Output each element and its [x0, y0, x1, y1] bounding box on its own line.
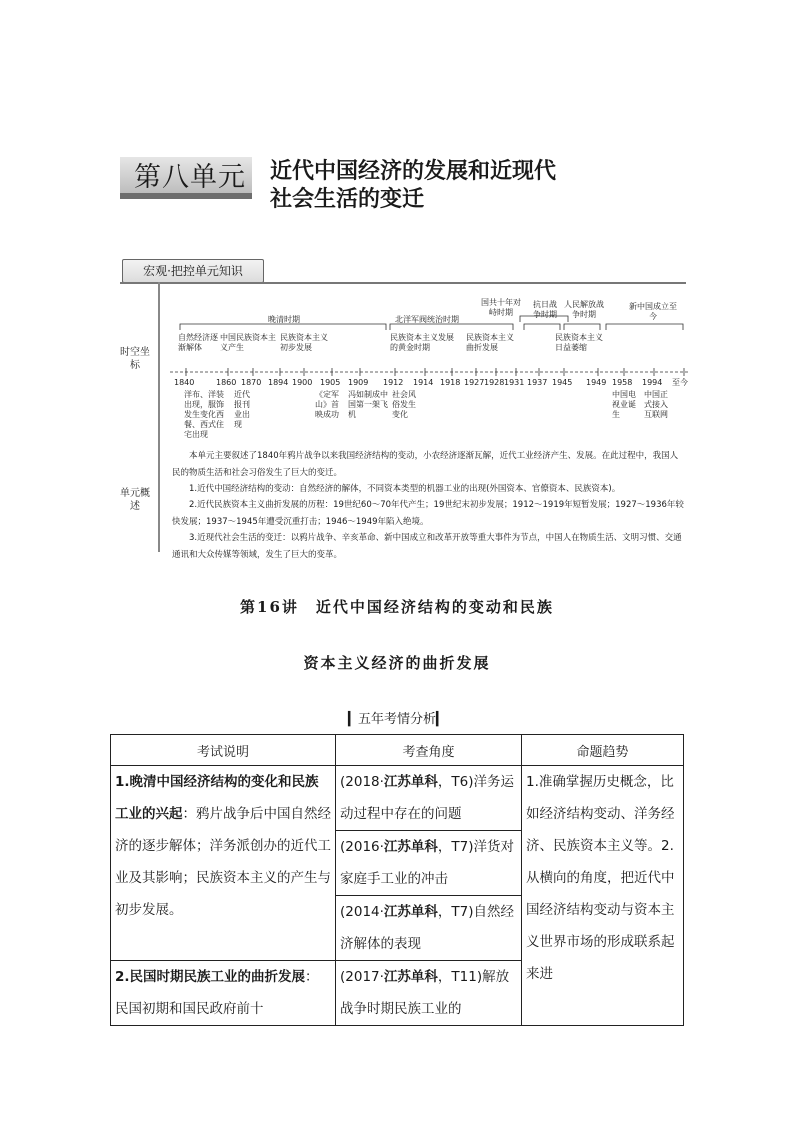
event-lower-1: 洋布、洋装出现，服饰发生变化西餐、西式住宅出现 — [184, 390, 224, 439]
period-brace-kangri — [524, 324, 560, 330]
event-upper-5: 民族资本主义曲折发展 — [466, 333, 514, 352]
period-label-shinian: 国共十年对峙时期 — [481, 298, 521, 317]
event-upper-1: 自然经济逐渐解体 — [178, 333, 218, 352]
analysis-heading — [0, 708, 794, 727]
exam-desc-cell-1 — [111, 766, 336, 961]
exam-desc-2: 2.民国时期民族工业的曲折发展：民国初期和国民政府前十 — [115, 969, 319, 1017]
summary-intro: 本单元主要叙述了1840年鸦片战争以来我国经济结构的变动，小农经济逐渐瓦解，近代工业经济产生、发展。在此过程中，我国人民的物质生活和社会习俗发生了巨大的变迁。 — [172, 451, 679, 478]
year-label: 1905 — [320, 378, 341, 387]
unit-title-line2: 社会生活的变迁 — [270, 186, 425, 212]
unit-title-line1: 近代中国经济的发展和近现代 — [270, 158, 557, 184]
year-label: 1945 — [552, 378, 573, 387]
period-brace-xinzhongguo — [606, 324, 683, 330]
year-label: 1894 — [268, 378, 289, 387]
macro-side-rule — [158, 282, 160, 552]
year-label: 1928 — [484, 378, 505, 387]
year-label: 1918 — [440, 378, 461, 387]
year-label: 1914 — [413, 378, 434, 387]
summary-point-1: 1.近代中国经济结构的变动：自然经济的解体，不同资本类型的机器工业的出现(外国资本、官僚资本、民族资本)。 — [189, 484, 621, 494]
header-trend: 命题趋势 — [522, 735, 684, 766]
timeline-label: 时空坐标 — [120, 347, 150, 371]
analysis-heading-text: 五年考情分析 — [357, 712, 436, 727]
bracket-right: ▎ — [436, 712, 446, 727]
trend-cell — [522, 766, 684, 1026]
period-label-xinzhongguo: 新中国成立至今 — [629, 302, 677, 321]
year-label: 至今 — [672, 378, 688, 387]
event-upper-3: 民族资本主义初步发展 — [280, 333, 328, 352]
angle-1: (2018·江苏单科，T6)洋务运动过程中存在的问题 — [340, 774, 515, 822]
lecture-title-line2: 资本主义经济的曲折发展 — [303, 654, 491, 672]
year-label: 1900 — [292, 378, 313, 387]
analysis-table — [110, 734, 684, 1026]
event-lower-7: 中国正式接入互联网 — [644, 390, 668, 419]
angle-3: (2014·江苏单科，T7)自然经济解体的表现 — [340, 904, 515, 952]
year-label: 1912 — [383, 378, 404, 387]
event-lower-2: 近代报刊业出现 — [234, 390, 250, 429]
unit-title — [270, 157, 690, 213]
trend-text: 1.准确掌握历史概念，比如经济结构变动、洋务经济、民族资本主义等。2.从横向的角度，把近代中国经济结构变动与资本主义世界市场的形成联系起来进 — [526, 774, 675, 982]
angle-cell-3 — [336, 896, 522, 961]
year-label: 1994 — [642, 378, 663, 387]
year-label: 1927 — [464, 378, 485, 387]
exam-desc-1: 1.晚清中国经济结构的变化和民族工业的兴起：鸦片战争后中国自然经济的逐步解体；洋务派创办的近代工业及其影响；民族资本主义的产生与初步发展。 — [115, 774, 331, 918]
overview-label: 单元概述 — [120, 488, 150, 512]
period-label-qing: 晚清时期 — [268, 315, 300, 324]
angle-4: (2017·江苏单科，T11)解放战争时期民族工业的 — [340, 969, 510, 1017]
event-lower-6: 中国电视业诞生 — [612, 390, 636, 419]
summary-point-2: 2.近代民族资本主义曲折发展的历程：19世纪60～70年代产生；19世纪末初步发展；1912～1919年短暂发展；1927～1936年较快发展；1937～1945年遭受沉重打击；1946～1949年陷入绝境。 — [172, 500, 684, 527]
summary-point-3: 3.近现代社会生活的变迁：以鸦片战争、辛亥革命、新中国成立和改革开放等重大事件为节点，中国人在物质生活、文明习惯、交通通讯和大众传媒等领域，发生了巨大的变革。 — [172, 533, 682, 560]
year-label: 1949 — [586, 378, 607, 387]
unit-badge: 第八单元 — [120, 157, 252, 199]
exam-desc-cell-2 — [111, 961, 336, 1026]
year-label: 1860 — [216, 378, 237, 387]
period-brace-jiefang — [564, 324, 600, 330]
lecture-title-line1: 第16讲 近代中国经济结构的变动和民族 — [240, 598, 554, 616]
event-upper-6: 民族资本主义日益萎缩 — [555, 333, 603, 352]
event-upper-4: 民族资本主义发展的黄金时期 — [390, 333, 454, 352]
period-label-beiyang: 北洋军阀统治时期 — [395, 315, 459, 324]
bracket-left: ▎ — [347, 712, 358, 727]
year-label: 1909 — [348, 378, 369, 387]
year-label: 1937 — [527, 378, 548, 387]
event-upper-2: 中国民族资本主义产生 — [220, 333, 276, 352]
year-label: 1931 — [504, 378, 525, 387]
event-lower-3: 《定军山》首映成功 — [315, 390, 339, 419]
year-label: 1958 — [612, 378, 633, 387]
angle-cell-4 — [336, 961, 522, 1026]
angle-cell-2 — [336, 831, 522, 896]
year-label: 1870 — [241, 378, 262, 387]
event-lower-5: 社会风俗发生变化 — [392, 390, 416, 419]
macro-tab: 宏观·把控单元知识 — [122, 259, 264, 283]
macro-divider — [120, 282, 686, 284]
event-lower-4: 冯如制成中国第一架飞机 — [348, 390, 388, 419]
angle-2: (2016·江苏单科，T7)洋货对家庭手工业的冲击 — [340, 839, 515, 887]
year-label: 1840 — [174, 378, 195, 387]
header-exam-desc: 考试说明 — [111, 735, 336, 766]
angle-cell-1 — [336, 766, 522, 831]
header-angle: 考查角度 — [336, 735, 522, 766]
period-label-jiefang: 人民解放战争时期 — [564, 300, 604, 319]
period-label-kangri: 抗日战争时期 — [533, 300, 557, 319]
